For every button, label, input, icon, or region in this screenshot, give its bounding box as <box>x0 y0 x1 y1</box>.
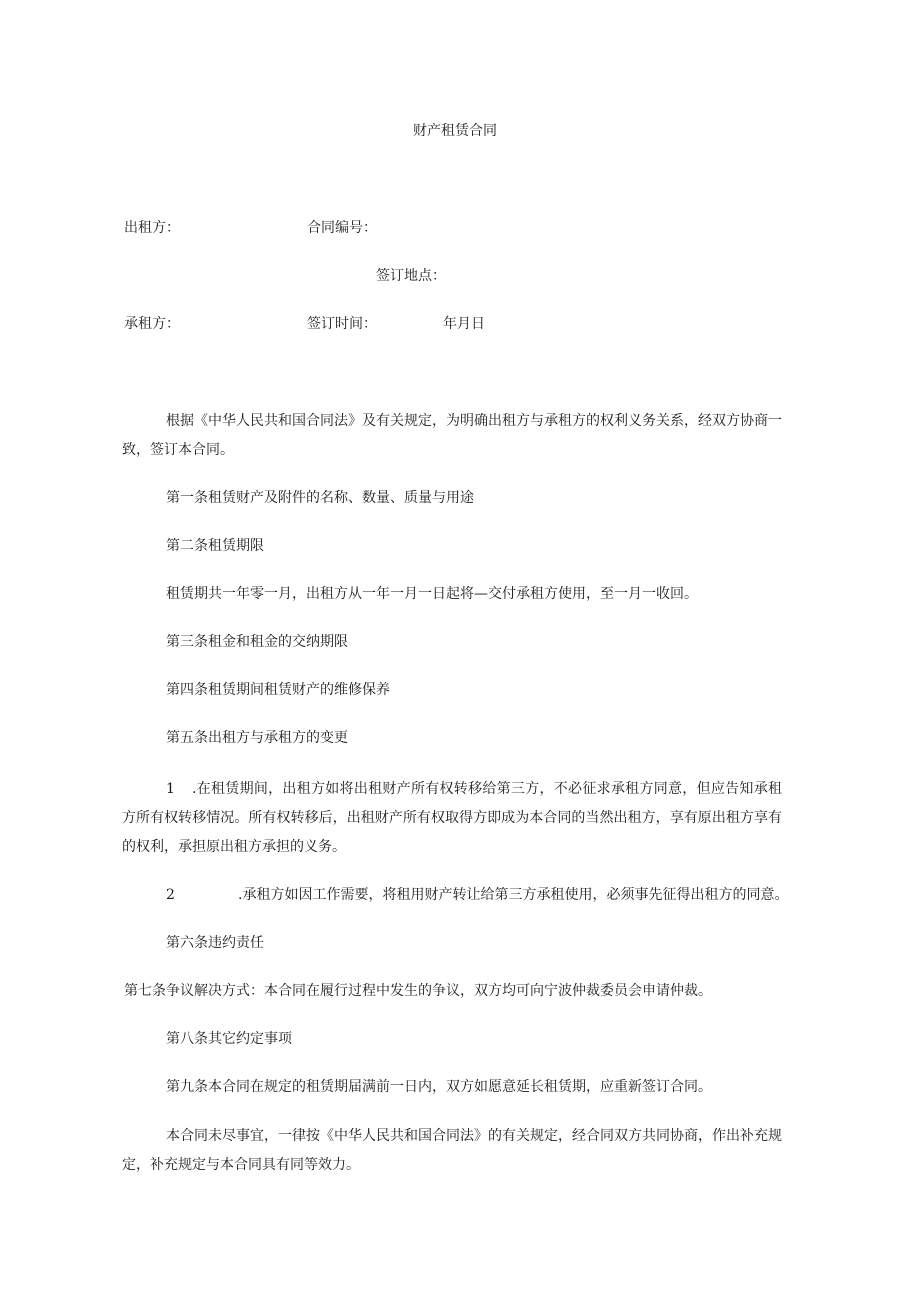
contract-no-label: 合同编号： <box>307 220 377 236</box>
article-8: 第八条其它约定事项 <box>166 1031 292 1047</box>
closing-paragraph: 本合同未尽事宜，一律按《中华人民共和国合同法》的有关规定，经合同双方共同协商，作出补充规定，补充规定与本合同具有同等效力。 <box>122 1128 782 1173</box>
item-2-text: .承租方如因工作需要，将租用财产转让给第三方承租使用，必须事先征得出租方的同意。 <box>238 887 789 903</box>
article-2-text: 租赁期共一年零一月，出租方从一年一月一日起将—交付承租方使用，至一月一收回。 <box>166 586 698 602</box>
article-2: 第二条租赁期限 <box>166 538 264 554</box>
item-1-text: .在租赁期间，出租方如将出租财产所有权转移给第三方，不必征求承租方同意，但应告知承租方所有权转移情况。所有权转移后，出租财产所有权取得方即成为本合同的当然出租方，享有原出租方享有的权利，承担原出租方承担的义务。 <box>122 781 782 855</box>
lessee-label: 承租方： <box>124 316 180 332</box>
article-1: 第一条租赁财产及附件的名称、数量、质量与用途 <box>166 490 474 506</box>
lessor-label: 出租方： <box>124 220 180 236</box>
article-3: 第三条租金和租金的交纳期限 <box>166 634 348 650</box>
article-6: 第六条违约责任 <box>166 935 264 951</box>
article-5: 第五条出租方与承租方的变更 <box>166 730 348 746</box>
article-4: 第四条租赁期间租赁财产的维修保养 <box>166 682 390 698</box>
item-2-number: 2 <box>166 887 175 903</box>
intro-paragraph: 根据《中华人民共和国合同法》及有关规定，为明确出租方与承租方的权利义务关系，经双方协商一致，签订本合同。 <box>122 413 782 458</box>
article-9: 第九条本合同在规定的租赁期届满前一日内，双方如愿意延长租赁期，应重新签订合同。 <box>166 1079 712 1095</box>
sign-place-label: 签订地点： <box>376 268 446 284</box>
sign-date: 年月日 <box>443 316 485 332</box>
document-title: 财产租赁合同 <box>413 123 497 139</box>
item-1-number: 1 <box>166 781 175 797</box>
sign-time-label: 签订时间： <box>307 316 377 332</box>
article-7: 第七条争议解决方式：本合同在履行过程中发生的争议，双方均可向宁波仲裁委员会申请仲裁。 <box>124 983 712 999</box>
